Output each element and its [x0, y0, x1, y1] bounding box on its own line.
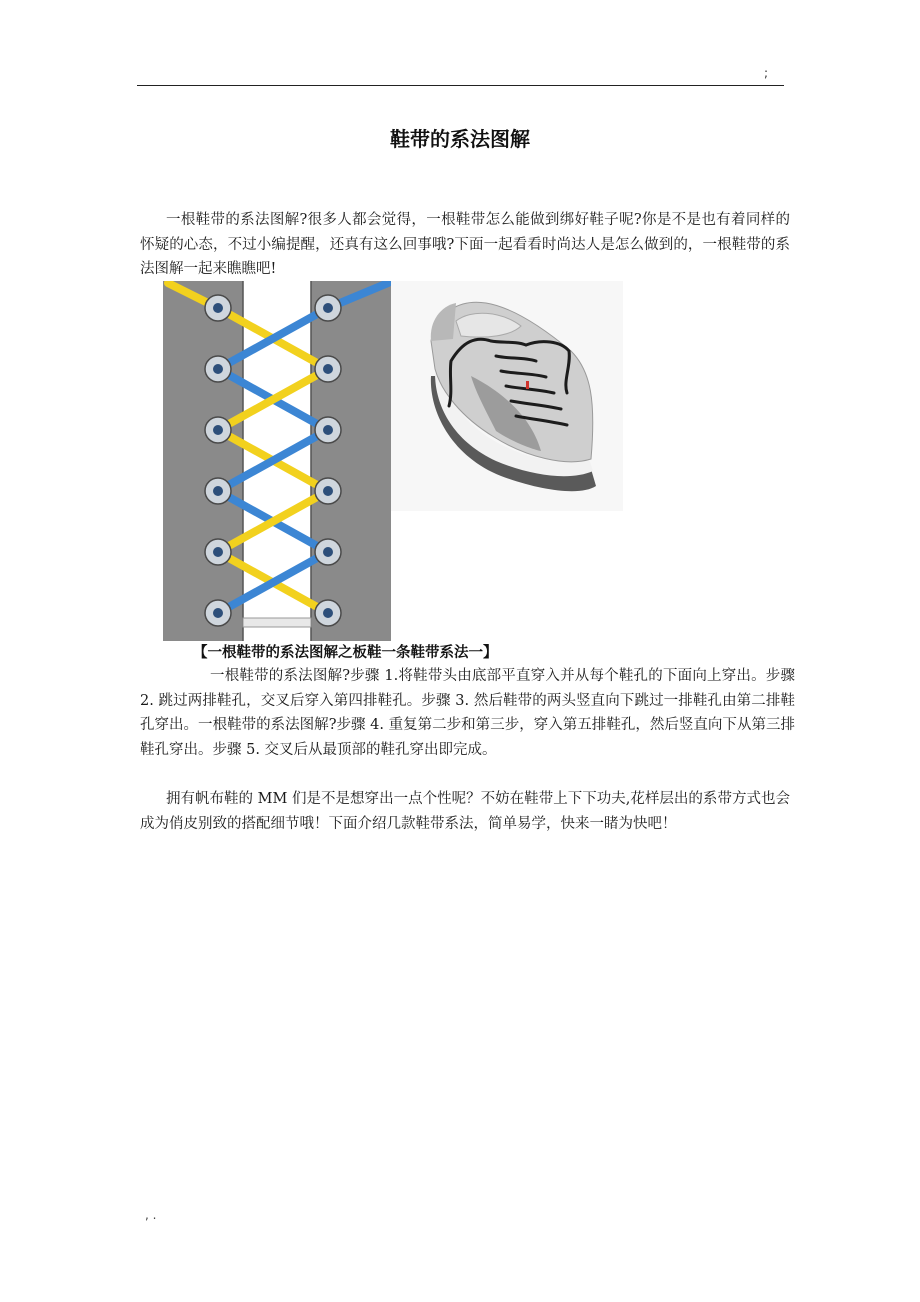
steps-paragraph: 一根鞋带的系法图解?步骤 1.将鞋带头由底部平直穿入并从每个鞋孔的下面向上穿出。步骤 2. 跳过两排鞋孔，交叉后穿入第四排鞋孔。步骤 3. 然后鞋带的两头竖直向下跳过一排鞋孔由第二排鞋孔穿出。一根鞋带的系法图解?步骤 4. 重复第二步和第三步，穿入第五排鞋孔，然后竖直向下从第三排鞋孔穿出。步骤 5. 交叉后从最顶部的鞋孔穿出即完成。 [140, 668, 795, 758]
header-rule [137, 85, 784, 86]
footer-mark: , . [145, 1208, 157, 1222]
page-title: 鞋带的系法图解 [390, 127, 530, 151]
intro-paragraph: 一根鞋带的系法图解?很多人都会觉得，一根鞋带怎么能做到绑好鞋子呢?你是不是也有着同样的怀疑的心态，不过小编提醒，还真有这么回事哦?下面一起看看时尚达人是怎么做到的，一根鞋带的系法图解一起来瞧瞧吧! [140, 212, 790, 278]
header-mark: ; [764, 66, 769, 80]
closing-paragraph: 拥有帆布鞋的 MM 们是不是想穿出一点个性呢？不妨在鞋带上下下功夫,花样层出的系带方式也会成为俏皮别致的搭配细节哦！下面介绍几款鞋带系法，简单易学，快来一睹为快吧！ [140, 791, 790, 832]
sneaker-photo-illustration [391, 281, 627, 641]
lacing-diagram-illustration [163, 281, 391, 641]
section-heading: 【一根鞋带的系法图解之板鞋一条鞋带系法一】 [193, 645, 498, 661]
